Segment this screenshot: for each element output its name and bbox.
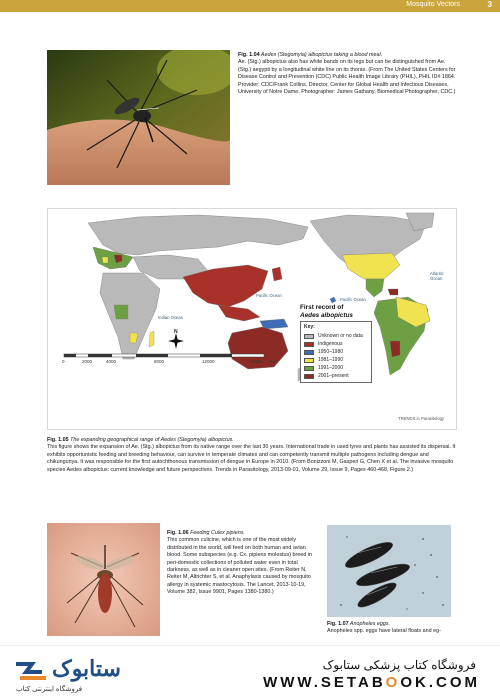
scale-tick: 8000	[154, 359, 165, 364]
footer-banner	[0, 645, 500, 700]
legend-item-label: 1991–2000	[318, 365, 344, 371]
logo-mark-icon	[12, 658, 52, 686]
scale-tick: 12000	[202, 359, 215, 364]
anopheles-eggs-photo	[327, 525, 451, 617]
legend-item-label: Indigenous	[318, 341, 343, 347]
footer-url-link[interactable]	[263, 674, 480, 691]
ocean-label-pacific-west: Pacific Ocean	[256, 293, 282, 298]
footer-persian-title: فروشگاه کتاب پزشکی ستابوک	[322, 658, 476, 672]
running-header	[0, 0, 500, 12]
scale-bar	[64, 354, 264, 357]
legend-key-label: Key:	[304, 324, 315, 330]
legend-item	[304, 364, 368, 372]
figure-105-caption	[47, 437, 459, 474]
figure-106-label: Fig. 1.06	[167, 530, 189, 536]
culex-pipiens-photo	[47, 523, 160, 636]
figure-105-title: The expanding geographical range of Aedes (Stegomyia) albopictus.	[68, 437, 234, 443]
scale-tick: 16000	[250, 359, 263, 364]
legend-swatch	[304, 366, 314, 371]
legend-item	[304, 332, 368, 340]
legend-item-label: 2001–present	[318, 373, 349, 379]
figure-104-text: Ae. (Stg.) albopictus also has white bands on its legs but can be distinguished from Ae. (Stg.) aegypti by a longitudinal white line on its thorax. (From The United States Centers for Disease Control and Prevention (CDC) Public Health Image Library (PHIL), PHIL ID# 1864. Provider: CDC/Frank Collins, Director, Center for Global Health and Infectious Diseases, University of Notre Dame. Photographer: James Gathany, Biomedical Photographer, CDC.)	[238, 59, 456, 96]
legend-swatch	[304, 374, 314, 379]
map-legend	[300, 304, 372, 383]
legend-title: First record of	[300, 304, 344, 311]
figure-105-label: Fig. 1.05	[47, 437, 69, 443]
albopictus-range-map	[47, 208, 457, 430]
figure-104-title: Aedes (Stegomyia) albopictus taking a blood meal.	[259, 52, 383, 58]
figure-104-caption	[238, 52, 460, 96]
logo-subtitle: فروشگاه اینترنتی کتاب	[16, 686, 83, 693]
scale-tick: 0	[62, 359, 65, 364]
ocean-label-atlantic: Atlantic Ocean	[430, 271, 444, 281]
north-label: N	[174, 329, 178, 335]
legend-item	[304, 356, 368, 364]
url-suffix: K.COM	[415, 674, 480, 691]
ocean-label-pacific-east: Pacific Ocean	[340, 297, 366, 302]
legend-swatch	[304, 358, 314, 363]
legend-item	[304, 340, 368, 348]
figure-107-caption	[327, 621, 457, 636]
legend-item-label: 1981–1990	[318, 357, 344, 363]
legend-species: Aedes albopictus	[300, 311, 353, 319]
logo-text: ستابوک	[52, 656, 121, 681]
figure-104-label: Fig. 1.04	[238, 52, 260, 58]
map-source: TRENDS in Parasitology	[398, 416, 444, 421]
running-header-title: Mosquito Vectors	[406, 1, 460, 8]
figure-106-caption	[167, 530, 319, 597]
url-o: O	[400, 674, 415, 691]
setabook-logo[interactable]	[12, 656, 142, 696]
figure-106-text: This common culicine, which is one of the most widely distributed in the world, will feed on both human and avian blood. Some subspecies (e.g. Cx. pipiens molestus) breed in peri-domestic collections of polluted water even in total darkness, as well as in cleaner open sites. (From Reiter N, Reiter M, Altrichter S, et al. Anaphylaxis caused by mosquito allergy in systemic mastocytosis. The Lancet, 2013-10-19, Volume 382, Issue 9901, Pages 1380-1380.)	[167, 537, 313, 596]
legend-swatch	[304, 334, 314, 339]
aedes-albopictus-photo	[47, 50, 230, 185]
legend-box	[300, 321, 372, 383]
scale-tick: 2000	[82, 359, 93, 364]
figure-107-text: Anopheles spp. eggs have lateral floats and eg-	[327, 628, 441, 635]
legend-swatch	[304, 350, 314, 355]
legend-item	[304, 372, 368, 380]
ocean-label-indian: Indian Ocean	[158, 315, 183, 320]
figure-107-label: Fig. 1.07	[327, 621, 349, 627]
scale-labels	[62, 359, 292, 367]
scale-tick: 4000	[106, 359, 117, 364]
figure-106-title: Feeding Culex pipiens.	[188, 530, 245, 536]
url-o-highlight: O	[385, 674, 401, 691]
legend-item-label: 1950–1980	[318, 349, 344, 355]
legend-swatch	[304, 342, 314, 347]
figure-105-text: This figure shows the expansion of Ae. (Stg.) albopictus from its native range over the last 30 years. International trade in used tyres and plants has assisted its dispersal. It exhibits opportunistic feeding and breeding behaviour, can survive in temperate climates and can competently transmit multiple pathogens including dengue and chikungunya. It was responsible for the first autochthonous transmission of dengue in Europe in 2010. (From Bonizzoni M, Gasperi G, Chen X et al. The invasive mosquito species Aedes albopictus: current knowledge and future perspectives. Trends in Parasitology, 2013-09-01, Volume 29, Issue 9, Pages 460-468, Figure 2.)	[47, 444, 456, 473]
legend-item	[304, 348, 368, 356]
legend-item-label: Unknown or no data	[318, 333, 363, 339]
url-prefix: WWW.SETAB	[263, 674, 386, 691]
figure-107-title: Anopheles eggs.	[348, 621, 391, 627]
page-number: 3	[487, 0, 492, 9]
scale-unit: Km	[270, 359, 277, 364]
